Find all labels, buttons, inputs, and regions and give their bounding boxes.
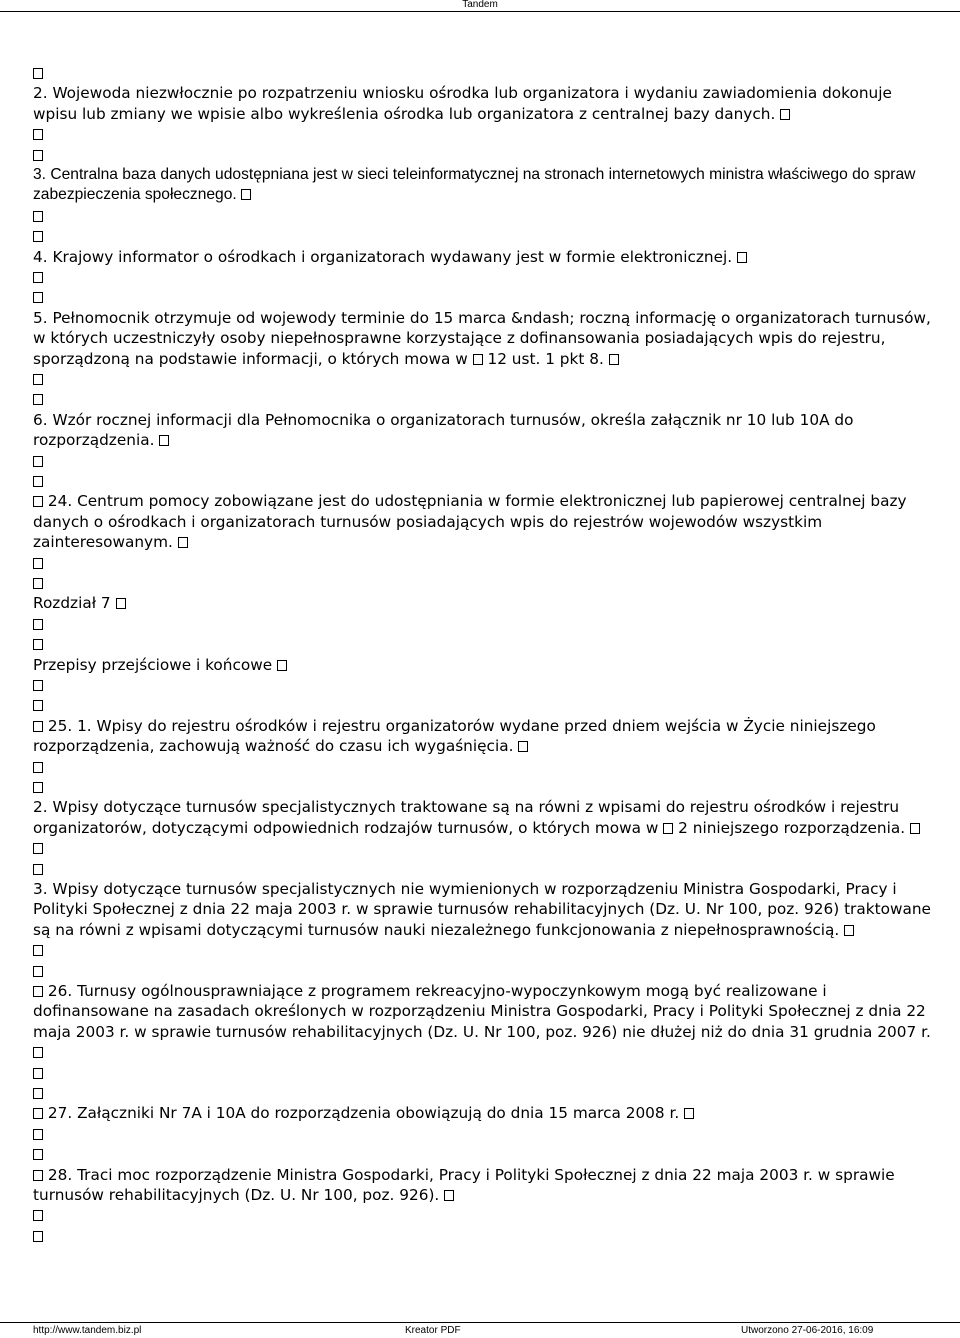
paragraph-26: 26. Turnusy ogólnousprawniające z programem rekreacyjno-wypoczynkowym mogą być realizowane i dofinansowane na zasadach określonych w rozporządzeniu Ministra Gospodarki, Pracy i Polityki Społecznej z dnia 22 maja 2003 r. w sprawie turnusów rehabilitacyjnych (Dz. U. Nr 100, poz. 926) nie dłużej niż do dnia 31 grudnia 2007 r. [33, 981, 933, 1063]
box-line [33, 267, 933, 287]
box-line [33, 1063, 933, 1083]
box-line [33, 859, 933, 879]
chapter-title: Przepisy przejściowe i końcowe [33, 655, 933, 675]
checkbox-icon [33, 1149, 43, 1160]
checkbox-icon [33, 272, 43, 283]
box-line [33, 1124, 933, 1144]
checkbox-icon [33, 700, 43, 711]
section-icon [33, 721, 43, 732]
box-line [33, 695, 933, 715]
section-icon [663, 823, 673, 834]
checkbox-icon [33, 680, 43, 691]
checkbox-icon [33, 476, 43, 487]
footer-creator: Kreator PDF [405, 1325, 461, 1336]
box-line [33, 553, 933, 573]
box-line [33, 940, 933, 960]
box-line [33, 471, 933, 491]
checkbox-icon [910, 823, 920, 834]
box-line [33, 206, 933, 226]
chapter-heading: Rozdział 7 [33, 593, 933, 613]
box-line [33, 675, 933, 695]
checkbox-icon [844, 925, 854, 936]
paragraph-3: 3. Centralna baza danych udostępniana jest w sieci teleinformatycznej na stronach internetowych ministra właściwego do spraw zabezpieczenia społecznego. [33, 165, 916, 204]
checkbox-icon [33, 619, 43, 630]
box-line [33, 614, 933, 634]
box-line [33, 145, 933, 165]
checkbox-icon [241, 189, 251, 200]
box-line [33, 1226, 933, 1246]
checkbox-icon [33, 68, 43, 79]
box-line [33, 961, 933, 981]
checkbox-icon [33, 782, 43, 793]
checkbox-icon [116, 598, 126, 609]
box-line [33, 389, 933, 409]
checkbox-icon [33, 966, 43, 977]
box-line [33, 451, 933, 471]
section-icon [33, 1108, 43, 1119]
checkbox-icon [33, 211, 43, 222]
checkbox-icon [178, 537, 188, 548]
box-line [33, 838, 933, 858]
paragraph-25-3: 3. Wpisy dotyczące turnusów specjalistycznych nie wymienionych w rozporządzeniu Ministra Gospodarki, Pracy i Polityki Społecznej z dnia 22 maja 2003 r. w sprawie turnusów rehabilitacyjnych (Dz. U. Nr 100, poz. 926) traktowane są na równi z wpisami dotyczącymi turnusów nauki niezależnego funkcjonowania z niepełnosprawnością. [33, 879, 931, 939]
checkbox-icon [684, 1108, 694, 1119]
footer-url-link[interactable]: http://www.tandem.biz.pl [33, 1325, 142, 1336]
paragraph-28: 28. Traci moc rozporządzenie Ministra Gospodarki, Pracy i Polityki Społecznej z dnia 22 maja 2003 r. w sprawie turnusów rehabilitacyjnych (Dz. U. Nr 100, poz. 926). [33, 1165, 895, 1204]
checkbox-icon [33, 843, 43, 854]
document-body [33, 63, 933, 1246]
checkbox-icon [33, 1129, 43, 1140]
checkbox-icon [33, 1088, 43, 1099]
checkbox-icon [780, 109, 790, 120]
paragraph-5: 5. Pełnomocnik otrzymuje od wojewody terminie do 15 marca &ndash; roczną informację o organizatorach turnusów, w których uczestniczyły osoby niepełnosprawne korzystające z dofinansowania posiadających wpis do rejestru, sporządzoną na podstawie informacji, o których mowa w 12 ust. 1 pkt 8. [33, 308, 931, 368]
box-line [33, 1083, 933, 1103]
checkbox-icon [609, 354, 619, 365]
box-line [33, 1205, 933, 1225]
checkbox-icon [33, 1231, 43, 1242]
box-line [33, 287, 933, 307]
box-line [33, 757, 933, 777]
checkbox-icon [473, 354, 483, 365]
box-line [33, 777, 933, 797]
checkbox-icon [33, 558, 43, 569]
checkbox-icon [33, 945, 43, 956]
checkbox-icon [518, 741, 528, 752]
checkbox-icon [33, 292, 43, 303]
section-icon [33, 986, 43, 997]
checkbox-icon [33, 762, 43, 773]
section-icon [33, 1170, 43, 1181]
box-line [33, 369, 933, 389]
paragraph-4: 4. Krajowy informator o ośrodkach i organizatorach wydawany jest w formie elektronicznej. [33, 247, 933, 267]
checkbox-icon [33, 150, 43, 161]
paragraph-27: 27. Załączniki Nr 7A i 10A do rozporządzenia obowiązują do dnia 15 marca 2008 r. [33, 1103, 933, 1123]
paragraph-25-2: 2. Wpisy dotyczące turnusów specjalistycznych traktowane są na równi z wpisami do rejestru ośrodków i rejestru organizatorów, dotyczącymi odpowiednich rodzajów turnusów, o których mowa w 2 niniejszego rozporządzenia. [33, 797, 933, 838]
checkbox-icon [159, 435, 169, 446]
checkbox-icon [33, 639, 43, 650]
checkbox-icon [33, 374, 43, 385]
box-line [33, 1144, 933, 1164]
checkbox-icon [444, 1190, 454, 1201]
box-line [33, 573, 933, 593]
page-header: Tandem [462, 0, 498, 10]
checkbox-icon [737, 252, 747, 263]
paragraph-6: 6. Wzór rocznej informacji dla Pełnomocnika o organizatorach turnusów, określa załącznik nr 10 lub 10A do rozporządzenia. [33, 410, 854, 450]
checkbox-icon [33, 456, 43, 467]
box-line [33, 124, 933, 144]
paragraph-25-1: 25. 1. Wpisy do rejestru ośrodków i rejestru organizatorów wydane przed dniem wejścia w Życie niniejszego rozporządzenia, zachowują ważność do czasu ich wygaśnięcia. [33, 716, 876, 756]
checkbox-icon [33, 864, 43, 875]
box-line [33, 634, 933, 654]
footer-created-date: Utworzono 27-06-2016, 16:09 [741, 1325, 874, 1336]
header-divider [0, 11, 960, 12]
box-line [33, 63, 933, 83]
box-line [33, 226, 933, 246]
paragraph-24: 24. Centrum pomocy zobowiązane jest do udostępniania w formie elektronicznej lub papierowej centralnej bazy danych o ośrodkach i organizatorach turnusów posiadających wpis do rejestrów wojewodów wszystkim zainteresowanym. [33, 492, 907, 552]
checkbox-icon [33, 578, 43, 589]
checkbox-icon [33, 1068, 43, 1079]
section-icon [33, 496, 43, 507]
checkbox-icon [33, 129, 43, 140]
checkbox-icon [33, 1047, 43, 1058]
page-footer [0, 1325, 960, 1337]
checkbox-icon [33, 231, 43, 242]
footer-divider [0, 1322, 960, 1323]
paragraph-2: 2. Wojewoda niezwłocznie po rozpatrzeniu wniosku ośrodka lub organizatora i wydaniu zawiadomienia dokonuje wpisu lub zmiany we wpisie albo wykreślenia ośrodka lub organizatora z centralnej bazy danych. [33, 84, 892, 123]
checkbox-icon [33, 1210, 43, 1221]
checkbox-icon [277, 660, 287, 671]
checkbox-icon [33, 394, 43, 405]
